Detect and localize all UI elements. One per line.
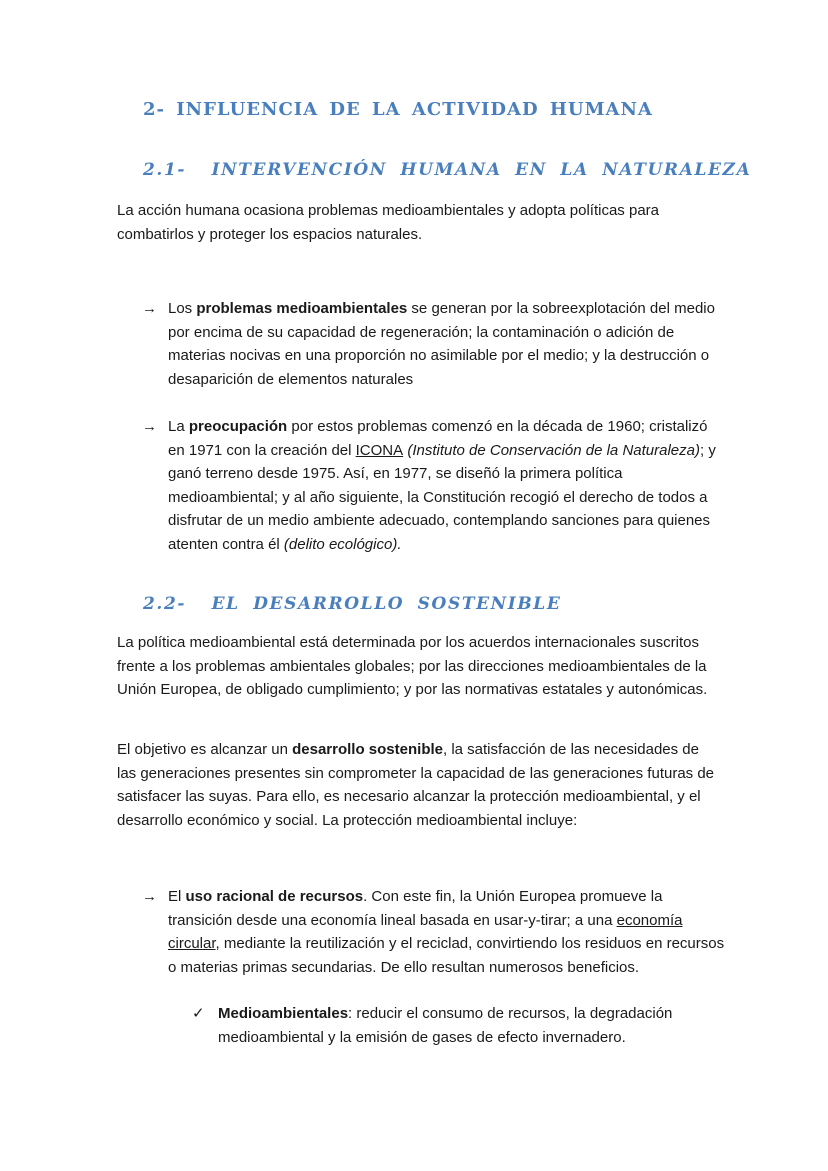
italic-run: (delito ecológico). — [283, 535, 402, 553]
bold-term: preocupación — [188, 418, 288, 435]
arrow-icon: → — [142, 300, 157, 317]
text-run: , mediante la reutilización y el reciclad, convirtiendo los residuos en recursos o materias primas secundarias. De ello resultan numerosos beneficios. — [168, 935, 725, 976]
list-item-uso-racional — [142, 885, 728, 979]
section-number: 2.1- — [143, 160, 187, 180]
checkmark-icon: ✓ — [192, 1005, 205, 1022]
paragraph-politica: La política medioambiental está determinada por los acuerdos internacionales suscritos frente a los problemas ambientales globales; por las direcciones medioambientales de la Unión Europea, de obligado cumplimiento; y por las normativas estatales y autonómicas. — [117, 634, 708, 699]
arrow-icon: → — [142, 418, 157, 435]
icona-link[interactable]: ICONA — [355, 441, 404, 459]
text-run: , la satisfacción de las necesidades de las generaciones presentes sin comprometer la capacidad de las generaciones futuras de satisfacer las suyas. Para ello, es necesario alcanzar la protección medioambiental, y el desarrollo económico y social. La protección medioambiental incluye: — [117, 741, 715, 829]
text-run: se generan por la sobreexplotación del medio por encima de su capacidad de regeneración; la contaminación o adición de materias nocivas en una proporción no asimilable por el medio; y la destrucción o desaparición de elementos naturales — [168, 300, 715, 388]
text-run: Los — [168, 300, 197, 317]
main-heading: 2- INFLUENCIA DE LA ACTIVIDAD HUMANA — [143, 99, 653, 120]
list-item-preocupacion — [142, 415, 728, 557]
text-run: ; y ganó terreno desde 1975. Así, en 1977, se diseñó la primera política medioambiental; y al año siguiente, la Constitución recogió el derecho de todos a disfrutar de un medio ambiente adecuado, contemplando sanciones para quienes atenten contra él — [168, 441, 716, 553]
bold-term: uso racional de recursos — [185, 888, 364, 905]
paragraph-objetivo — [117, 738, 717, 832]
section-title: EL DESARROLLO SOSTENIBLE — [211, 594, 562, 614]
text-run: El objetivo es alcanzar un — [117, 741, 293, 758]
text-run: El — [168, 888, 186, 905]
text-run: La — [168, 418, 189, 435]
intro-paragraph: La acción humana ocasiona problemas medioambientales y adopta políticas para combatirlos y proteger los espacios naturales. — [117, 202, 659, 243]
list-item-problemas — [142, 297, 728, 391]
section-title: INTERVENCIÓN HUMANA EN LA NATURALEZA — [211, 160, 752, 180]
text-run: por estos problemas comenzó en la década de 1960; cristalizó en 1971 con la creación del — [168, 418, 708, 459]
bold-term: desarrollo sostenible — [292, 741, 443, 758]
section-number: 2.2- — [143, 594, 187, 614]
text-run: : reducir el consumo de recursos, la degradación medioambiental y la emisión de gases de efecto invernadero. — [218, 1005, 673, 1046]
section-heading-2-1 — [143, 160, 751, 180]
bold-term: problemas medioambientales — [196, 300, 408, 317]
bold-term: Medioambientales — [218, 1005, 349, 1022]
economia-circular-link[interactable]: economía circular — [168, 911, 683, 953]
italic-run: (Instituto de Conservación de la Naturaleza) — [403, 441, 700, 459]
check-item-medioambientales — [192, 1002, 718, 1049]
section-heading-2-2 — [143, 594, 561, 614]
arrow-icon: → — [142, 888, 157, 905]
text-run: . Con este fin, la Unión Europea promueve la transición desde una economía lineal basada en usar-y-tirar; a una — [168, 888, 663, 929]
